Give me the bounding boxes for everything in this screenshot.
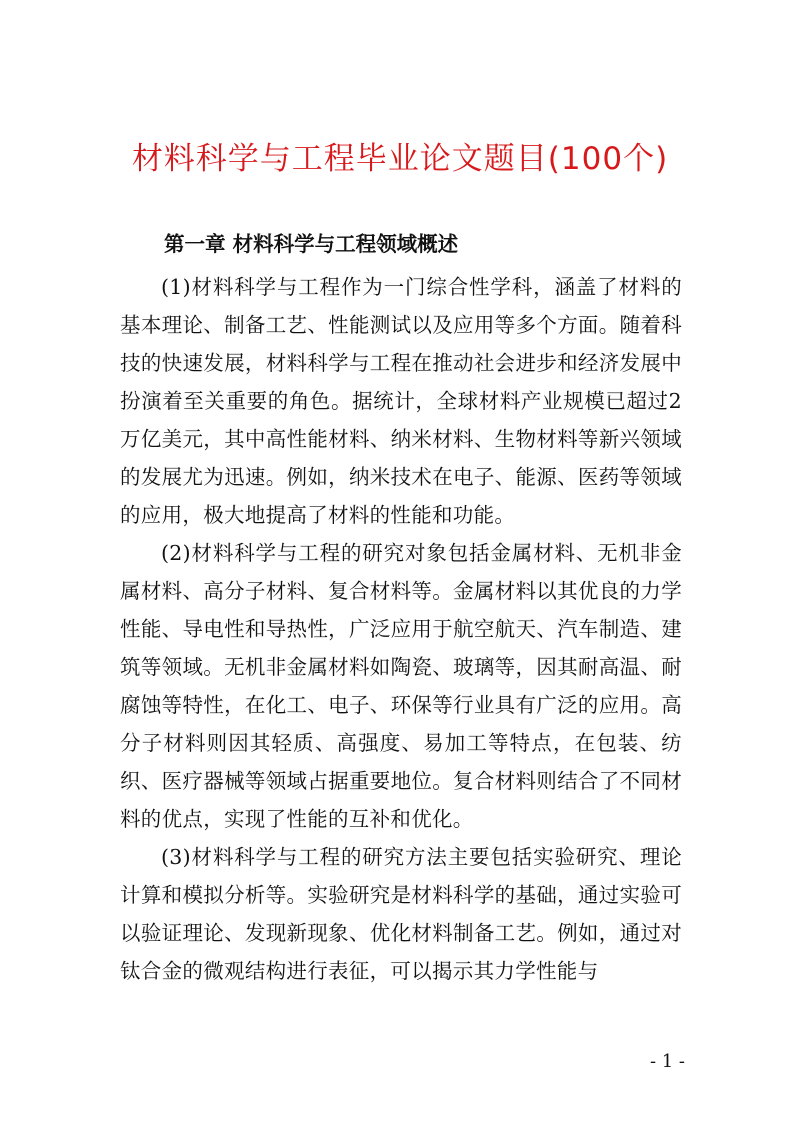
paragraph-2: (2)材料科学与工程的研究对象包括金属材料、无机非金属材料、高分子材料、复合材料等。金属材料以其优良的力学性能、导电性和导热性，广泛应用于航空航天、汽车制造、建筑等领域。无机非金属材料如陶瓷、玻璃等，因其耐高温、耐腐蚀等特性，在化工、电子、环保等行业具有广泛的应用。高分子材料则因其轻质、高强度、易加工等特点，在包装、纺织、医疗器械等领域占据重要地位。复合材料则结合了不同材料的优点，实现了性能的互补和优化。 (120, 541, 682, 831)
body-text (120, 268, 682, 990)
chapter-heading: 第一章 材料科学与工程领域概述 (164, 232, 459, 256)
paragraph-3: (3)材料科学与工程的研究方法主要包括实验研究、理论计算和模拟分析等。实验研究是材料科学的基础，通过实验可以验证理论、发现新现象、优化材料制备工艺。例如，通过对钛合金的微观结构进行表征，可以揭示其力学性能与 (120, 845, 682, 983)
page-number: - 1 - (649, 1051, 685, 1072)
document-title: 材料科学与工程毕业论文题目(100个) (131, 141, 669, 177)
paragraph-1: (1)材料科学与工程作为一门综合性学科，涵盖了材料的基本理论、制备工艺、性能测试以及应用等多个方面。随着科技的快速发展，材料科学与工程在推动社会进步和经济发展中扮演着至关重要的角色。据统计，全球材料产业规模已超过2万亿美元，其中高性能材料、纳米材料、生物材料等新兴领域的发展尤为迅速。例如，纳米技术在电子、能源、医药等领域的应用，极大地提高了材料的性能和功能。 (120, 275, 682, 527)
